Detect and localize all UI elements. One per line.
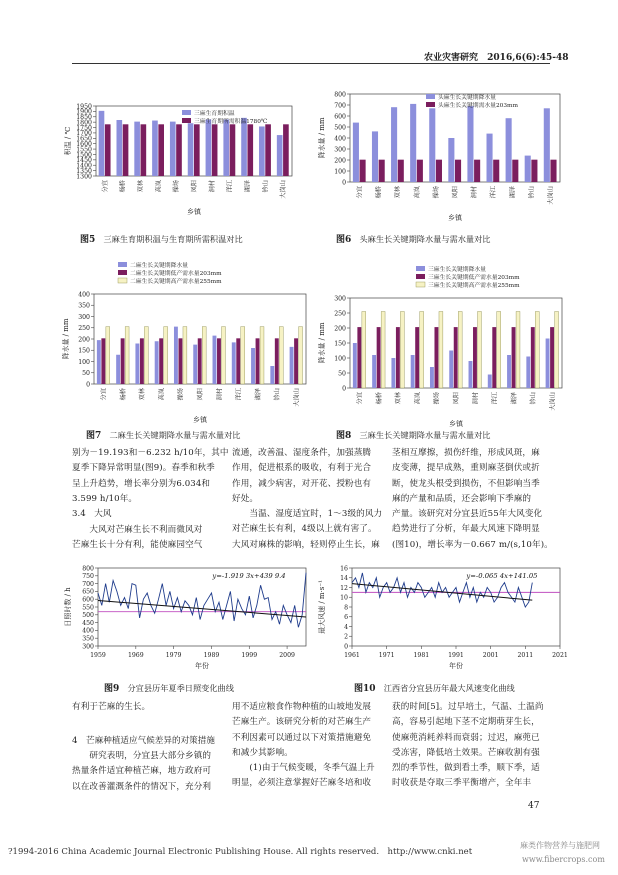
y-tick-label: 2 — [344, 633, 348, 641]
y-tick-label: 1350 — [76, 167, 92, 175]
bar — [105, 124, 111, 176]
y-tick-label: 300 — [334, 295, 346, 303]
y-tick-label: 8 — [344, 604, 348, 612]
legend-label: 三麻生育期所需积温1780℃ — [194, 119, 268, 125]
bar — [158, 124, 164, 176]
x-tick-label: 1971 — [378, 652, 395, 659]
legend-swatch — [416, 266, 425, 271]
para-after-charts: 有利于芒麻的生长。 — [72, 702, 151, 712]
bar — [417, 160, 423, 182]
bar — [134, 122, 140, 176]
trend-equation: y=-1.919 3x+439 9.4 — [212, 572, 286, 580]
bar — [260, 327, 264, 384]
x-tick-label: 分宜 — [356, 392, 364, 405]
bar — [183, 327, 187, 384]
bar — [430, 367, 434, 388]
bar — [372, 131, 378, 182]
x-tick-label: 洋江 — [226, 180, 234, 193]
x-tick-label: 大岗山 — [549, 392, 557, 411]
x-tick-label: 洋江 — [490, 186, 498, 199]
x-tick-label: 1969 — [127, 652, 144, 659]
bar — [512, 327, 516, 388]
y-tick-label: 500 — [334, 124, 346, 132]
bar — [546, 339, 550, 389]
bar — [230, 124, 236, 176]
y-tick-label: 350 — [82, 635, 94, 643]
y-tick-label: 750 — [82, 573, 94, 581]
bar — [217, 338, 221, 384]
x-tick-label: 杨桥 — [375, 186, 383, 199]
caption-fig8: 图8 三麻生长关键期降水量与需水量对比 — [336, 430, 491, 441]
x-tick-label: 高岚 — [155, 180, 163, 193]
bar — [429, 108, 435, 182]
bar — [411, 355, 415, 388]
y-tick-label: 300 — [78, 313, 90, 321]
bar — [193, 345, 197, 384]
bar — [194, 124, 200, 176]
bar — [188, 123, 194, 176]
y-tick-label: 100 — [78, 358, 90, 366]
bar — [97, 340, 101, 384]
y-tick-label: 1300 — [76, 173, 92, 181]
bar — [458, 312, 462, 389]
bar — [454, 327, 458, 388]
x-axis-label: 年份 — [195, 662, 209, 670]
y-tick-label: 600 — [82, 596, 94, 604]
x-tick-label: 钤山 — [274, 388, 282, 401]
legend-swatch — [416, 282, 425, 287]
y-tick-label: 1650 — [76, 135, 92, 143]
x-tick-label: 分宜 — [101, 180, 109, 193]
x-tick-label: 钤山 — [262, 180, 270, 193]
y-tick-label: 450 — [82, 619, 94, 627]
y-tick-label: 250 — [78, 325, 90, 333]
bar — [526, 357, 530, 389]
para-left-bottom: 研究表明，分宜县大部分乡镇的 热量条件适宜种植芒麻，地方政府可 以在改善灌溉条件的情况下，充分利 — [72, 751, 212, 792]
bar — [251, 348, 255, 384]
bar — [467, 106, 473, 182]
x-tick-label: 湖泽 — [244, 180, 252, 193]
bar — [493, 160, 499, 182]
bar — [434, 327, 438, 388]
y-tick-label: 300 — [334, 146, 346, 154]
legend-swatch — [118, 262, 127, 267]
bar — [155, 341, 159, 384]
bar — [469, 361, 473, 388]
journal-issue: 2016,6(6):45-48 — [487, 53, 569, 63]
bar — [398, 160, 404, 182]
bar — [232, 342, 236, 384]
chart-fig9 — [62, 562, 314, 672]
legend-swatch — [416, 274, 425, 279]
x-tick-label: 双林 — [137, 180, 145, 193]
bar — [455, 160, 461, 182]
y-axis-label: 降水量 / mm — [318, 117, 326, 159]
y-tick-label: 500 — [82, 612, 94, 620]
x-tick-label: 洞村 — [471, 186, 479, 199]
bar — [400, 312, 404, 389]
y-tick-label: 100 — [334, 355, 346, 363]
bar — [381, 312, 385, 389]
bar — [360, 160, 366, 182]
y-tick-label: 700 — [82, 580, 94, 588]
y-tick-label: 1950 — [76, 103, 92, 111]
x-tick-label: 1979 — [165, 652, 182, 659]
y-tick-label: 250 — [334, 310, 346, 318]
para-right-bottom: 获的时间[5]。过早培土，气温、土温尚 高，容易引起地下茎不定期萌芽生长， 使麻蔸消耗养料而衰弱；过迟，麻蔸已 受冻害，降低培土效果。芒麻收割有强 烈的季节性，做到看土季，顺下季，适 时收获是夺取三季平衡增产，全年丰 — [392, 702, 544, 789]
y-tick-label: 1600 — [76, 140, 92, 148]
y-tick-label: 700 — [334, 102, 346, 110]
x-tick-label: 洞村 — [216, 388, 224, 401]
bar — [152, 121, 158, 176]
caption-fig7: 图7 二麻生长关键期降水量与需水量对比 — [86, 430, 241, 441]
bar — [223, 119, 229, 176]
legend-swatch — [118, 278, 127, 283]
bar — [212, 124, 218, 176]
bar — [174, 327, 178, 384]
bar — [294, 338, 298, 384]
bar — [256, 338, 260, 384]
x-tick-label: 大岗山 — [280, 180, 288, 199]
bar — [279, 327, 283, 384]
y-axis-label: 降水量 / mm — [318, 322, 326, 364]
bar — [265, 124, 271, 176]
bar — [487, 134, 493, 182]
bar — [550, 327, 554, 388]
y-tick-label: 600 — [334, 113, 346, 121]
bar — [492, 327, 496, 388]
y-axis-label: 降水量 / mm — [62, 318, 70, 360]
bar — [535, 312, 539, 389]
legend-label: 二麻生长关键期降水量 — [130, 263, 188, 269]
bar — [473, 327, 477, 388]
chart-fig5 — [62, 100, 302, 225]
bar — [436, 160, 442, 182]
legend-label: 头麻生长关键期降水量 — [438, 95, 496, 101]
bar — [299, 327, 303, 384]
x-tick-label: 1989 — [203, 652, 220, 659]
legend-swatch — [426, 94, 435, 99]
series-line — [98, 573, 306, 628]
bar — [497, 312, 501, 389]
y-tick-label: 6 — [344, 614, 348, 622]
caption-fig10: 图10 江西省分宜县历年最大风速变化曲线 — [354, 683, 515, 694]
x-tick-label: 凤阳 — [452, 186, 459, 199]
x-axis-label: 乡镇 — [448, 214, 462, 222]
bar — [123, 124, 129, 176]
para-left-mid: 大风对芒麻生长不利而微风对 芒麻生长十分有利，能使麻园空气 — [72, 525, 203, 551]
bar — [410, 104, 416, 182]
y-tick-label: 400 — [82, 627, 94, 635]
x-tick-label: 双林 — [394, 186, 402, 199]
x-tick-label: 洞村 — [208, 180, 216, 193]
x-tick-label: 大岗山 — [547, 186, 555, 205]
caption-fig5: 图5 三麻生育期积温与生育期所需积温对比 — [80, 234, 243, 245]
section-4-heading: 4 芒麻种植适应气候差异的对策措施 — [72, 736, 215, 746]
y-tick-label: 1800 — [76, 119, 92, 127]
bar — [241, 118, 247, 176]
x-tick-label: 湖泽 — [510, 392, 518, 405]
x-tick-label: 分宜 — [356, 186, 364, 199]
legend-label: 三麻生育期积温 — [194, 111, 235, 117]
x-tick-label: 2001 — [482, 652, 499, 659]
x-tick-label: 高岚 — [158, 388, 166, 401]
bar — [241, 327, 245, 384]
bar — [488, 375, 492, 389]
page-number: 47 — [528, 801, 540, 811]
bar — [391, 107, 397, 182]
legend-swatch — [182, 118, 191, 123]
x-tick-label: 湖泽 — [254, 388, 262, 401]
y-tick-label: 200 — [334, 157, 346, 165]
bar — [170, 122, 176, 176]
x-tick-label: 1981 — [413, 652, 430, 659]
bar — [372, 355, 376, 388]
bar — [396, 327, 400, 388]
legend-label: 三麻生长关键期低产需水量203mm — [428, 275, 520, 281]
chart-fig6 — [316, 86, 568, 228]
journal-header — [424, 50, 569, 63]
y-tick-label: 0 — [342, 385, 346, 393]
y-tick-label: 1850 — [76, 114, 92, 122]
bar — [222, 327, 226, 384]
bar — [125, 327, 129, 384]
bar — [283, 124, 289, 176]
y-tick-label: 1400 — [76, 162, 92, 170]
bar — [544, 108, 550, 182]
bar — [135, 344, 139, 385]
bar — [449, 351, 453, 389]
caption-fig6: 图6 头麻生长关键期降水量与需水量对比 — [336, 234, 491, 245]
x-tick-label: 杨桥 — [119, 388, 127, 401]
bar — [164, 327, 168, 384]
y-tick-label: 350 — [78, 302, 90, 310]
x-tick-label: 高岚 — [414, 392, 422, 405]
bar — [555, 312, 559, 389]
x-axis-label: 乡镇 — [187, 208, 201, 216]
bar — [357, 327, 361, 388]
x-tick-label: 操场 — [432, 186, 440, 199]
para-mid-top: 流通，改善温、湿度条件，加强蒸腾 作用，促进根系的吸收，有利于光合 作用，减少病害，对开花、授粉也有 好处。 当温、湿度适宜时，1～3级的风力 对芒麻生长有利，4级以上就有害了。 大风对麻株的影响，轻则停止生长，麻 — [232, 448, 383, 550]
bar — [198, 338, 202, 384]
y-tick-label: 150 — [334, 340, 346, 348]
x-tick-label: 2011 — [517, 652, 534, 659]
x-axis-label: 乡镇 — [449, 420, 463, 428]
y-tick-label: 800 — [82, 565, 94, 573]
legend-label: 二麻生长关键期低产需水量203mm — [130, 271, 222, 277]
x-tick-label: 操场 — [177, 388, 185, 401]
bar — [474, 160, 480, 182]
bar — [353, 343, 357, 388]
bar — [140, 338, 144, 384]
x-tick-label: 1959 — [90, 652, 106, 659]
x-tick-label: 杨桥 — [375, 392, 383, 405]
x-tick-label: 双林 — [395, 392, 403, 405]
x-axis-label: 乡镇 — [193, 416, 207, 424]
x-tick-label: 分宜 — [100, 388, 108, 401]
bar — [206, 119, 212, 176]
bar — [178, 338, 182, 384]
bar — [516, 312, 520, 389]
bar — [116, 120, 122, 176]
bar — [277, 135, 283, 176]
y-tick-label: 1500 — [76, 151, 92, 159]
x-tick-label: 双林 — [139, 388, 147, 401]
x-tick-label: 2009 — [279, 652, 295, 659]
bar — [391, 358, 395, 388]
legend-label: 三麻生长关键期高产需水量255mm — [428, 283, 520, 289]
bar — [116, 355, 120, 384]
legend-label: 二麻生长关键期高产需水量255mm — [130, 279, 222, 285]
bar — [121, 338, 125, 384]
y-tick-label: 650 — [82, 588, 94, 596]
legend-swatch — [182, 110, 191, 115]
x-tick-label: 2021 — [552, 652, 568, 659]
bar — [507, 355, 511, 388]
y-tick-label: 1550 — [76, 146, 92, 154]
y-tick-label: 10 — [340, 594, 348, 602]
x-tick-label: 洞村 — [472, 392, 480, 405]
bar — [270, 366, 274, 384]
x-tick-label: 凤阳 — [191, 180, 198, 193]
section-3-4-heading: 3.4 大风 — [72, 509, 112, 519]
bar — [439, 312, 443, 389]
y-tick-label: 800 — [334, 91, 346, 99]
bar — [99, 111, 105, 176]
x-tick-label: 凤阳 — [197, 388, 204, 401]
chart-fig7 — [60, 258, 312, 424]
chart-fig10 — [316, 562, 568, 672]
bar — [379, 160, 385, 182]
y-tick-label: 150 — [78, 347, 90, 355]
journal-name: 农业灾害研究 — [424, 53, 479, 63]
x-axis-label: 年份 — [449, 662, 463, 670]
x-tick-label: 1961 — [344, 652, 360, 659]
watermark-text: 麻类作物营养与施肥网 — [520, 841, 600, 850]
bar — [478, 312, 482, 389]
bar — [290, 347, 294, 384]
bar — [362, 312, 366, 389]
bar — [259, 126, 265, 176]
x-tick-label: 操场 — [433, 392, 441, 405]
para-left-top: 别为－19.193和－6.232 h/10年，其中 夏季下降异常明显(图9)。春季和秋季 呈上升趋势，增长率分别为6.034和 3.599 h/10年。 — [72, 448, 229, 504]
y-axis-label: 最大风速 / m·s⁻¹ — [318, 580, 326, 634]
bar — [159, 338, 163, 384]
y-axis-label: 积温 / ℃ — [64, 126, 72, 156]
legend-label: 头麻生长关键期需水量203mm — [438, 103, 519, 109]
header-rule — [72, 63, 550, 64]
x-tick-label: 1999 — [241, 652, 258, 659]
bar — [101, 338, 105, 384]
bar — [213, 336, 217, 384]
x-tick-label: 高岚 — [413, 186, 421, 199]
x-tick-label: 钤山 — [528, 186, 536, 199]
bar — [525, 156, 531, 182]
bar — [448, 138, 454, 182]
y-tick-label: 50 — [338, 370, 346, 378]
bar — [420, 312, 424, 389]
y-tick-label: 300 — [82, 643, 94, 651]
y-tick-label: 0 — [344, 643, 348, 651]
y-tick-label: 0 — [342, 179, 346, 187]
bar — [506, 118, 512, 182]
bar — [531, 327, 535, 388]
y-tick-label: 400 — [78, 291, 90, 299]
y-tick-label: 1750 — [76, 124, 92, 132]
x-tick-label: 大岗山 — [293, 388, 301, 407]
bar — [141, 124, 147, 176]
x-tick-label: 操场 — [173, 180, 181, 193]
legend-swatch — [426, 102, 435, 107]
bar — [377, 327, 381, 388]
y-tick-label: 1450 — [76, 157, 92, 165]
y-tick-label: 200 — [78, 336, 90, 344]
y-tick-label: 12 — [340, 584, 348, 592]
y-tick-label: 50 — [82, 370, 90, 378]
x-tick-label: 洋江 — [235, 388, 243, 401]
legend-swatch — [118, 270, 127, 275]
para-mid-bottom: 用不适应粮食作物种植的山坡地发展 芒麻生产。该研究分析的对芒麻生产 不利因素可以通过以下对策措施避免 和减少其影响。 (1)由于气候变暖，冬季气温上升 明显，必须注意掌握好芒麻冬培和收 — [232, 702, 375, 789]
trend-line — [98, 600, 306, 617]
bar — [531, 160, 537, 182]
legend-label: 三麻生长关键期降水量 — [428, 267, 486, 273]
x-tick-label: 钤山 — [530, 392, 538, 405]
y-tick-label: 200 — [334, 325, 346, 333]
y-tick-label: 4 — [344, 623, 348, 631]
bar — [144, 327, 148, 384]
bar — [550, 160, 556, 182]
y-tick-label: 550 — [82, 604, 94, 612]
y-tick-label: 1900 — [76, 108, 92, 116]
watermark-url: www.fibercrops.com — [522, 855, 605, 864]
copyright-footer: ?1994-2016 China Academic Journal Electronic Publishing House. All rights reserved. http://www.cnki.net — [8, 847, 473, 857]
bar — [415, 327, 419, 388]
bar — [512, 160, 518, 182]
y-tick-label: 400 — [334, 135, 346, 143]
y-tick-label: 100 — [334, 168, 346, 176]
bar — [275, 338, 279, 384]
bar — [247, 124, 253, 176]
x-tick-label: 杨桥 — [119, 180, 127, 193]
y-axis-label: 日照时数 / h — [64, 587, 72, 627]
y-tick-label: 0 — [86, 381, 90, 389]
trend-equation: y=-0.065 4x+141.05 — [466, 572, 538, 580]
x-tick-label: 1991 — [448, 652, 464, 659]
y-tick-label: 16 — [340, 565, 348, 573]
x-tick-label: 凤阳 — [453, 392, 460, 405]
x-tick-label: 湖泽 — [509, 186, 517, 199]
bar — [176, 124, 182, 176]
y-tick-label: 1700 — [76, 130, 92, 138]
para-right-top: 茎相互摩擦，损伤纤维，形成风斑，麻 皮变薄，提早成熟，重则麻茎倒伏或折 断，使龙头根受到损伤，不但影响当季 麻的产量和品质，还会影响下季麻的 产量。该研究对分宜县近55年大风变化 趋势进行了分析，年最大风速下降明显 (图10)，增长率为－0.667 m/(s,10年)。 — [392, 448, 553, 550]
bar — [353, 123, 359, 182]
chart-fig8 — [316, 262, 568, 428]
bar — [202, 327, 206, 384]
x-tick-label: 洋江 — [491, 392, 499, 405]
caption-fig9: 图9 分宜县历年夏季日照变化曲线 — [104, 683, 234, 694]
y-tick-label: 14 — [340, 575, 348, 583]
bar — [236, 338, 240, 384]
bar — [106, 327, 110, 384]
